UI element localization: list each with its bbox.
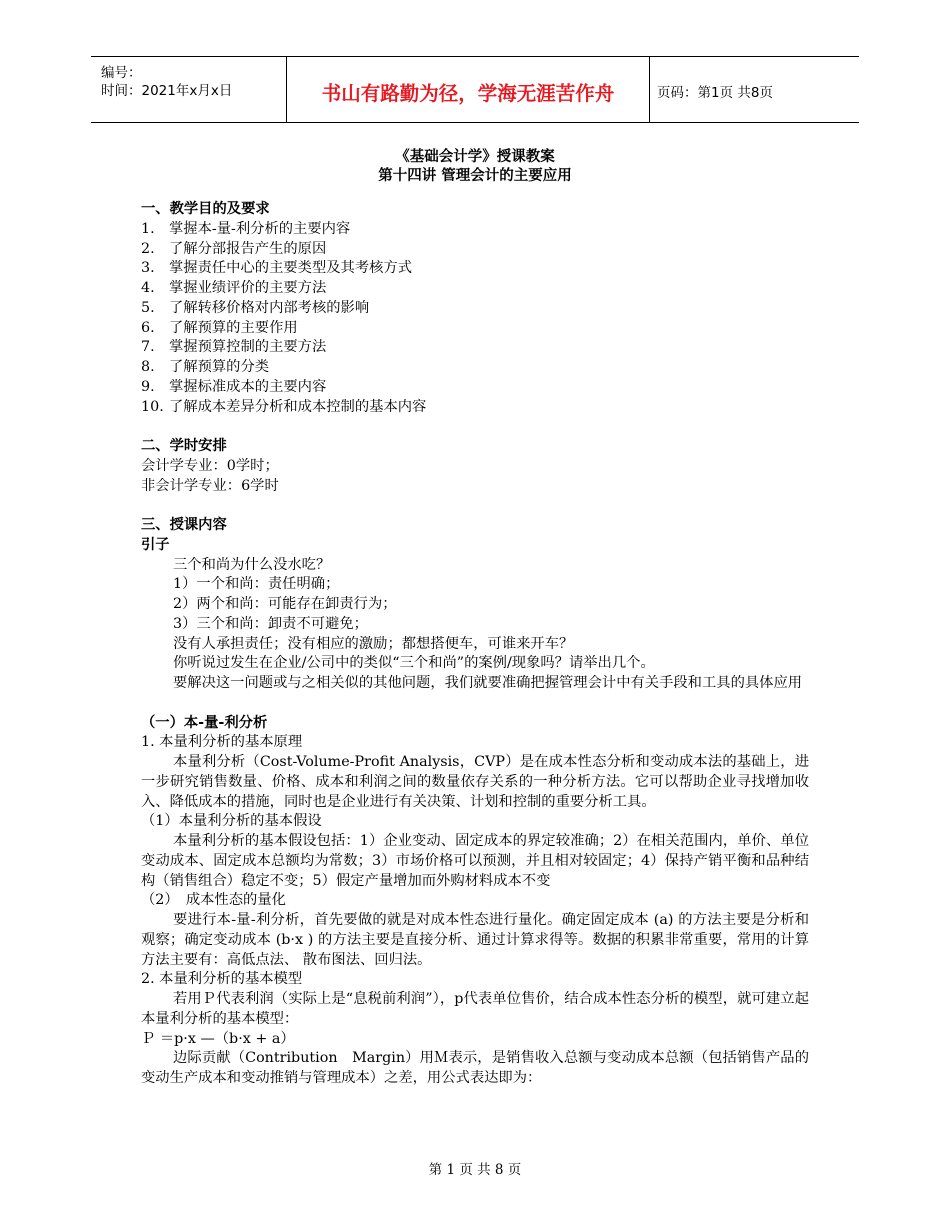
spacer [141, 694, 809, 714]
page-footer: 第 1 页 共 8 页 [428, 1162, 522, 1178]
spacer [141, 496, 809, 516]
document-number-label: 编号： [101, 65, 142, 81]
intro-line: 3）三个和尚：卸责不可避免； [173, 615, 368, 632]
list-item [141, 240, 809, 260]
list-item-text: 掌握本-量-利分析的主要内容 [169, 220, 351, 237]
list-item-text: 掌握业绩评价的主要方法 [169, 280, 327, 296]
list-item-text: 了解分部报告产生的原因 [169, 240, 327, 257]
section-heading-cvp: （一）本-量-利分析 [141, 714, 268, 731]
cvp-paragraph-margin: 边际贡献（Contribution Margin）用Ｍ表示，是销售收入总额与变动成本总额（包括销售产品的变动生产成本和变动推销与管理成本）之差，用公式表达即为： [141, 1050, 809, 1086]
list-item [141, 259, 809, 279]
list-item [141, 358, 809, 378]
intro-line: 你听说过发生在企业/公司中的类似“三个和尚”的案例/现象吗？请举出几个。 [173, 655, 655, 672]
header-bottom-rule [91, 122, 859, 123]
list-item-number: 1. [141, 220, 155, 237]
list-item [141, 279, 809, 299]
schedule-line-non-accounting: 非会计学专业：6学时 [141, 477, 279, 494]
document-body [141, 200, 809, 1089]
list-item-text: 了解转移价格对内部考核的影响 [169, 299, 370, 316]
list-item [141, 220, 809, 240]
list-item-number: 6. [141, 319, 155, 336]
intro-heading: 引子 [141, 536, 170, 553]
list-item [141, 338, 809, 358]
list-item-text: 了解预算的分类 [169, 359, 270, 375]
header-page-info: 页码：第1页 共8页 [657, 85, 773, 101]
intro-line: 1）一个和尚：责任明确； [173, 576, 340, 593]
cvp-subheading-principle: 1. 本量利分析的基本原理 [141, 734, 303, 751]
list-item [141, 299, 809, 319]
section-heading-objectives: 一、教学目的及要求 [141, 201, 270, 217]
schedule-line-accounting: 会计学专业：0学时； [141, 457, 279, 474]
spacer [141, 417, 809, 437]
cvp-paragraph-quantify: 要进行本-量-利分析，首先要做的就是对成本性态进行量化。确定固定成本 (a) 的方法主要是分析和观察；确定变动成本 (b·x ) 的方法主要是直接分析、通过计算求得等。数据的积累非常重要，常用的计算方法主要有：高低点法、 散布图法、回归法。 [141, 912, 809, 968]
header-motto-box [286, 56, 650, 122]
list-item-text: 掌握责任中心的主要类型及其考核方式 [169, 260, 413, 277]
cvp-paragraph-principle: 本量利分析（Cost-Volume-Profit Analysis，CVP）是在成本性态分析和变动成本法的基础上，进一步研究销售数量、价格、成本和利润之间的数量依存关系的一种分析方法。它可以帮助企业寻找增加收入、降低成本的措施，同时也是企业进行有关决策、计划和控制的重要分析工具。 [141, 754, 809, 810]
intro-line: 没有人承担责任；没有相应的激励；都想搭便车，可谁来开车？ [173, 635, 574, 652]
list-item-number: 9. [141, 378, 155, 395]
list-item-number: 7. [141, 339, 155, 356]
intro-line: 三个和尚为什么没水吃？ [173, 556, 331, 573]
cvp-paragraph-model: 若用Ｐ代表利润（实际上是“息税前利润”），p代表单位售价，结合成本性态分析的模型，就可建立起本量利分析的基本模型： [141, 991, 809, 1027]
intro-line: 2）两个和尚：可能存在卸责行为； [173, 596, 397, 612]
cvp-subheading-model: 2. 本量利分析的基本模型 [141, 971, 303, 988]
list-item-number: 4. [141, 280, 155, 296]
list-item [141, 398, 809, 418]
list-item-number: 3. [141, 260, 155, 277]
list-item-text: 了解成本差异分析和成本控制的基本内容 [169, 398, 427, 415]
list-item [141, 319, 809, 339]
cvp-paragraph-assumptions: 本量利分析的基本假设包括：1）企业变动、固定成本的界定较准确；2）在相关范围内，单价、单位变动成本、固定成本总额均为常数；3）市场价格可以预测，并且相对较固定；4）保持产销平衡和品种结构（销售组合）稳定不变；5）假定产量增加而外购材料成本不变 [141, 833, 809, 889]
intro-paragraph: 要解决这一问题或与之相关似的其他问题，我们就要准确把握管理会计中有关手段和工具的具体应用 [173, 675, 803, 691]
list-item-text: 了解预算的主要作用 [169, 319, 298, 336]
cvp-subheading-quantify: （2） 成本性态的量化 [141, 892, 286, 909]
list-item [141, 378, 809, 398]
section-heading-schedule: 二、学时安排 [141, 438, 227, 454]
document-title: 《基础会计学》授课教案 [395, 149, 555, 165]
list-item-number: 10. [141, 398, 164, 415]
objectives-list [141, 220, 809, 418]
document-subtitle: 第十四讲 管理会计的主要应用 [378, 168, 572, 184]
cvp-formula: Ｐ ＝p·x —（b·x + a） [141, 1030, 295, 1047]
list-item-number: 2. [141, 240, 155, 257]
document-time-label: 时间：2021年x月x日 [101, 83, 233, 99]
list-item-number: 8. [141, 359, 155, 375]
list-item-number: 5. [141, 299, 155, 316]
section-heading-content: 三、授课内容 [141, 517, 227, 533]
list-item-text: 掌握预算控制的主要方法 [169, 339, 327, 356]
header-motto: 书山有路勤为径，学海无涯苦作舟 [321, 82, 615, 105]
cvp-subheading-assumptions: （1）本量利分析的基本假设 [141, 813, 322, 830]
list-item-text: 掌握标准成本的主要内容 [169, 378, 327, 395]
